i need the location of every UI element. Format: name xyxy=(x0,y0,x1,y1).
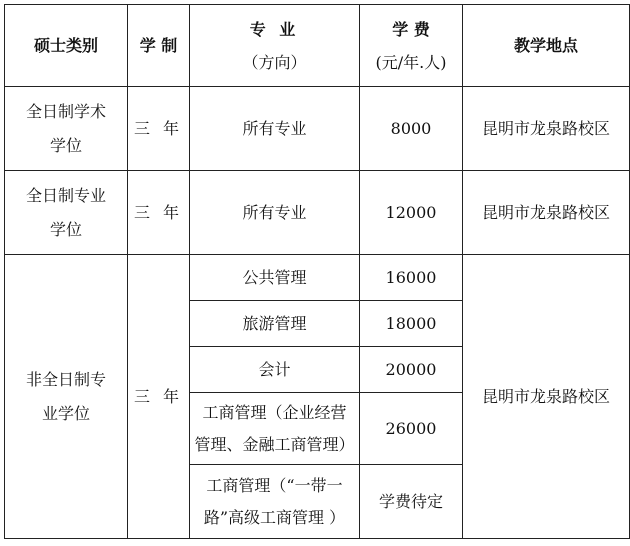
type-line2: 学位 xyxy=(49,219,82,239)
type-line2: 学位 xyxy=(49,135,82,155)
type-line1: 全日制专业 xyxy=(25,185,106,205)
cell-years: 三 年 xyxy=(128,171,190,255)
major-line1: 工商管理（“一带一 xyxy=(206,475,343,495)
cell-type xyxy=(5,255,128,539)
header-fee-label: 学 费 xyxy=(392,19,430,39)
header-type xyxy=(5,5,128,87)
cell-years: 三 年 xyxy=(128,255,190,539)
cell-fee: 16000 xyxy=(360,255,463,301)
cell-major: 公共管理 xyxy=(190,255,360,301)
header-years xyxy=(128,5,190,87)
cell-location: 昆明市龙泉路校区 xyxy=(463,87,630,171)
cell-fee: 20000 xyxy=(360,347,463,393)
table-row xyxy=(5,87,630,171)
cell-fee: 26000 xyxy=(360,393,463,465)
cell-fee: 8000 xyxy=(360,87,463,171)
cell-major: 旅游管理 xyxy=(190,301,360,347)
major-line1: 工商管理（企业经营 xyxy=(202,402,347,422)
cell-fee: 12000 xyxy=(360,171,463,255)
cell-years: 三 年 xyxy=(128,87,190,171)
header-major-sublabel: （方向） xyxy=(242,52,307,72)
cell-type xyxy=(5,87,128,171)
header-location-label: 教学地点 xyxy=(513,35,578,55)
cell-location: 昆明市龙泉路校区 xyxy=(463,255,630,539)
cell-fee: 学费待定 xyxy=(360,465,463,539)
type-line1: 全日制学术 xyxy=(25,101,106,121)
cell-fee: 18000 xyxy=(360,301,463,347)
header-location xyxy=(463,5,630,87)
cell-major: 所有专业 xyxy=(190,87,360,171)
cell-major xyxy=(190,393,360,465)
tuition-table xyxy=(4,4,630,539)
cell-major: 会计 xyxy=(190,347,360,393)
major-line2: 管理、金融工商管理） xyxy=(194,434,355,454)
major-line2: 路”高级工商管理 ） xyxy=(203,507,346,527)
cell-major xyxy=(190,465,360,539)
table-row xyxy=(5,255,630,301)
header-type-label: 硕士类别 xyxy=(33,35,98,55)
header-major-label: 专 业 xyxy=(249,19,300,39)
type-line2: 业学位 xyxy=(41,403,90,423)
cell-major: 所有专业 xyxy=(190,171,360,255)
header-fee xyxy=(360,5,463,87)
cell-type xyxy=(5,171,128,255)
cell-location: 昆明市龙泉路校区 xyxy=(463,171,630,255)
header-row xyxy=(5,5,630,87)
header-fee-sublabel: (元/年.人) xyxy=(375,52,447,72)
header-major xyxy=(190,5,360,87)
table-row xyxy=(5,171,630,255)
header-years-label: 学 制 xyxy=(139,35,178,55)
type-line1: 非全日制专 xyxy=(25,369,106,389)
